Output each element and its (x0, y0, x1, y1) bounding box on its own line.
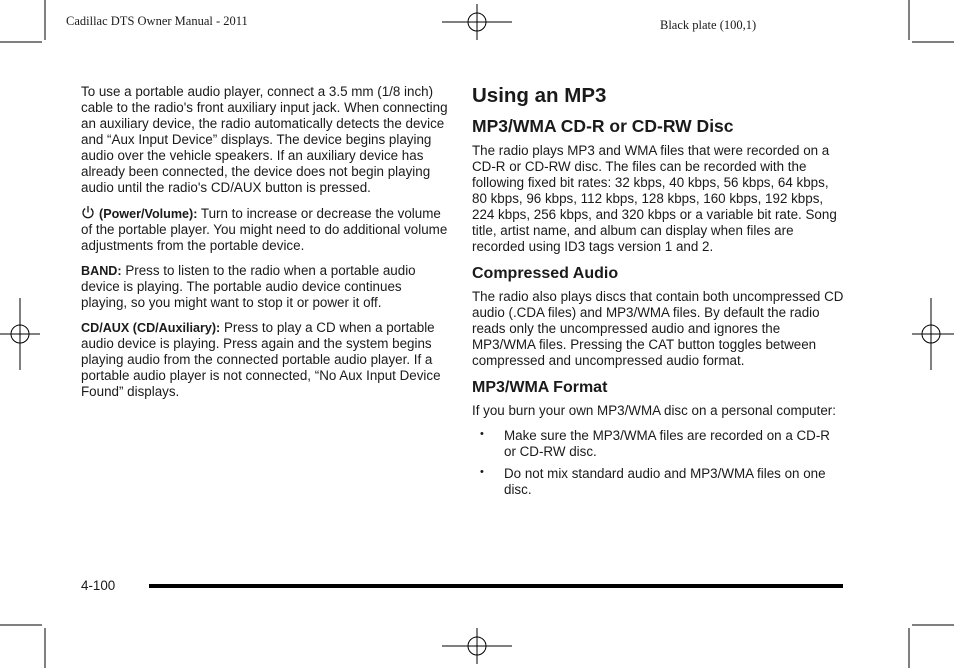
format-heading: MP3/WMA Format (472, 379, 608, 396)
header-document-title: Cadillac DTS Owner Manual - 2011 (66, 14, 248, 28)
band-text: Press to listen to the radio when a portable audio device is playing. The portable audio device continues playing, so you might want to stop it or power it off. (81, 263, 416, 310)
power-icon (81, 205, 95, 220)
compressed-audio-heading: Compressed Audio (472, 265, 619, 282)
disc-paragraph: The radio plays MP3 and WMA files that were recorded on a CD-R or CD-RW disc. The files can be recorded with the following fixed bit rates: 32 kbps, 40 kbps, 56 kbps, 64 kbps, 80 kbps, 96 kbps, 112 kbps, 128 kbps, 160 kbps, 192 kbps, 224 kbps, 256 kbps, and 320 kbps or a variable bit rate. Song title, artist name, and album can display when files are recorded using ID3 tags version 1 and 2. (472, 143, 837, 254)
cd-aux-label: CD/AUX (CD/Auxiliary): (81, 321, 221, 335)
cd-aux-text: Press to play a CD when a portable audio device is playing. Press again and the system begins playing audio from the connected portable audio player. If a portable audio player is not connected, “No Aux Input Device Found” displays. (81, 320, 441, 399)
footer-rule (149, 584, 843, 588)
list-item-text: Make sure the MP3/WMA files are recorded on a CD-R or CD-RW disc. (504, 428, 830, 459)
power-volume-text: Turn to increase or decrease the volume of the portable player. You might need to do additional volume adjustments from the portable device. (81, 206, 448, 253)
right-column (472, 84, 844, 504)
list-item (472, 466, 844, 498)
band-label: BAND: (81, 264, 122, 278)
aux-intro-paragraph: To use a portable audio player, connect a 3.5 mm (1/8 inch) cable to the radio's front auxiliary input jack. When connecting an auxiliary device, the radio automatically detects the device and “Aux Input Device” displays. The device begins playing audio over the vehicle speakers. If an auxiliary device has already been connected, the device does not begin playing audio until the radio's CD/AUX button is pressed. (81, 84, 448, 195)
registration-mark-bottom (442, 628, 512, 664)
registration-mark-top (442, 4, 512, 40)
left-column (81, 84, 449, 409)
bullet-glyph: • (480, 466, 484, 478)
bullet-glyph: • (480, 428, 484, 440)
power-volume-label: (Power/Volume): (99, 207, 198, 221)
power-volume-paragraph (81, 205, 449, 254)
section-title: Using an MP3 (472, 84, 607, 107)
registration-mark-right (912, 298, 954, 370)
registration-mark-left (0, 298, 40, 370)
cd-aux-paragraph (81, 320, 449, 400)
compressed-audio-paragraph: The radio also plays discs that contain both uncompressed CD audio (.CDA files) and MP3/WMA files. By default the radio reads only the uncompressed audio and ignores the MP3/WMA files. Pressing the CAT button toggles between compressed and uncompressed audio format. (472, 289, 844, 368)
band-paragraph (81, 263, 449, 311)
format-paragraph: If you burn your own MP3/WMA disc on a personal computer: (472, 403, 836, 418)
list-item (472, 428, 844, 460)
header-plate-label: Black plate (100,1) (660, 18, 757, 32)
list-item-text: Do not mix standard audio and MP3/WMA files on one disc. (504, 466, 826, 497)
page-number: 4-100 (81, 578, 116, 593)
disc-subtitle: MP3/WMA CD-R or CD-RW Disc (472, 116, 734, 136)
